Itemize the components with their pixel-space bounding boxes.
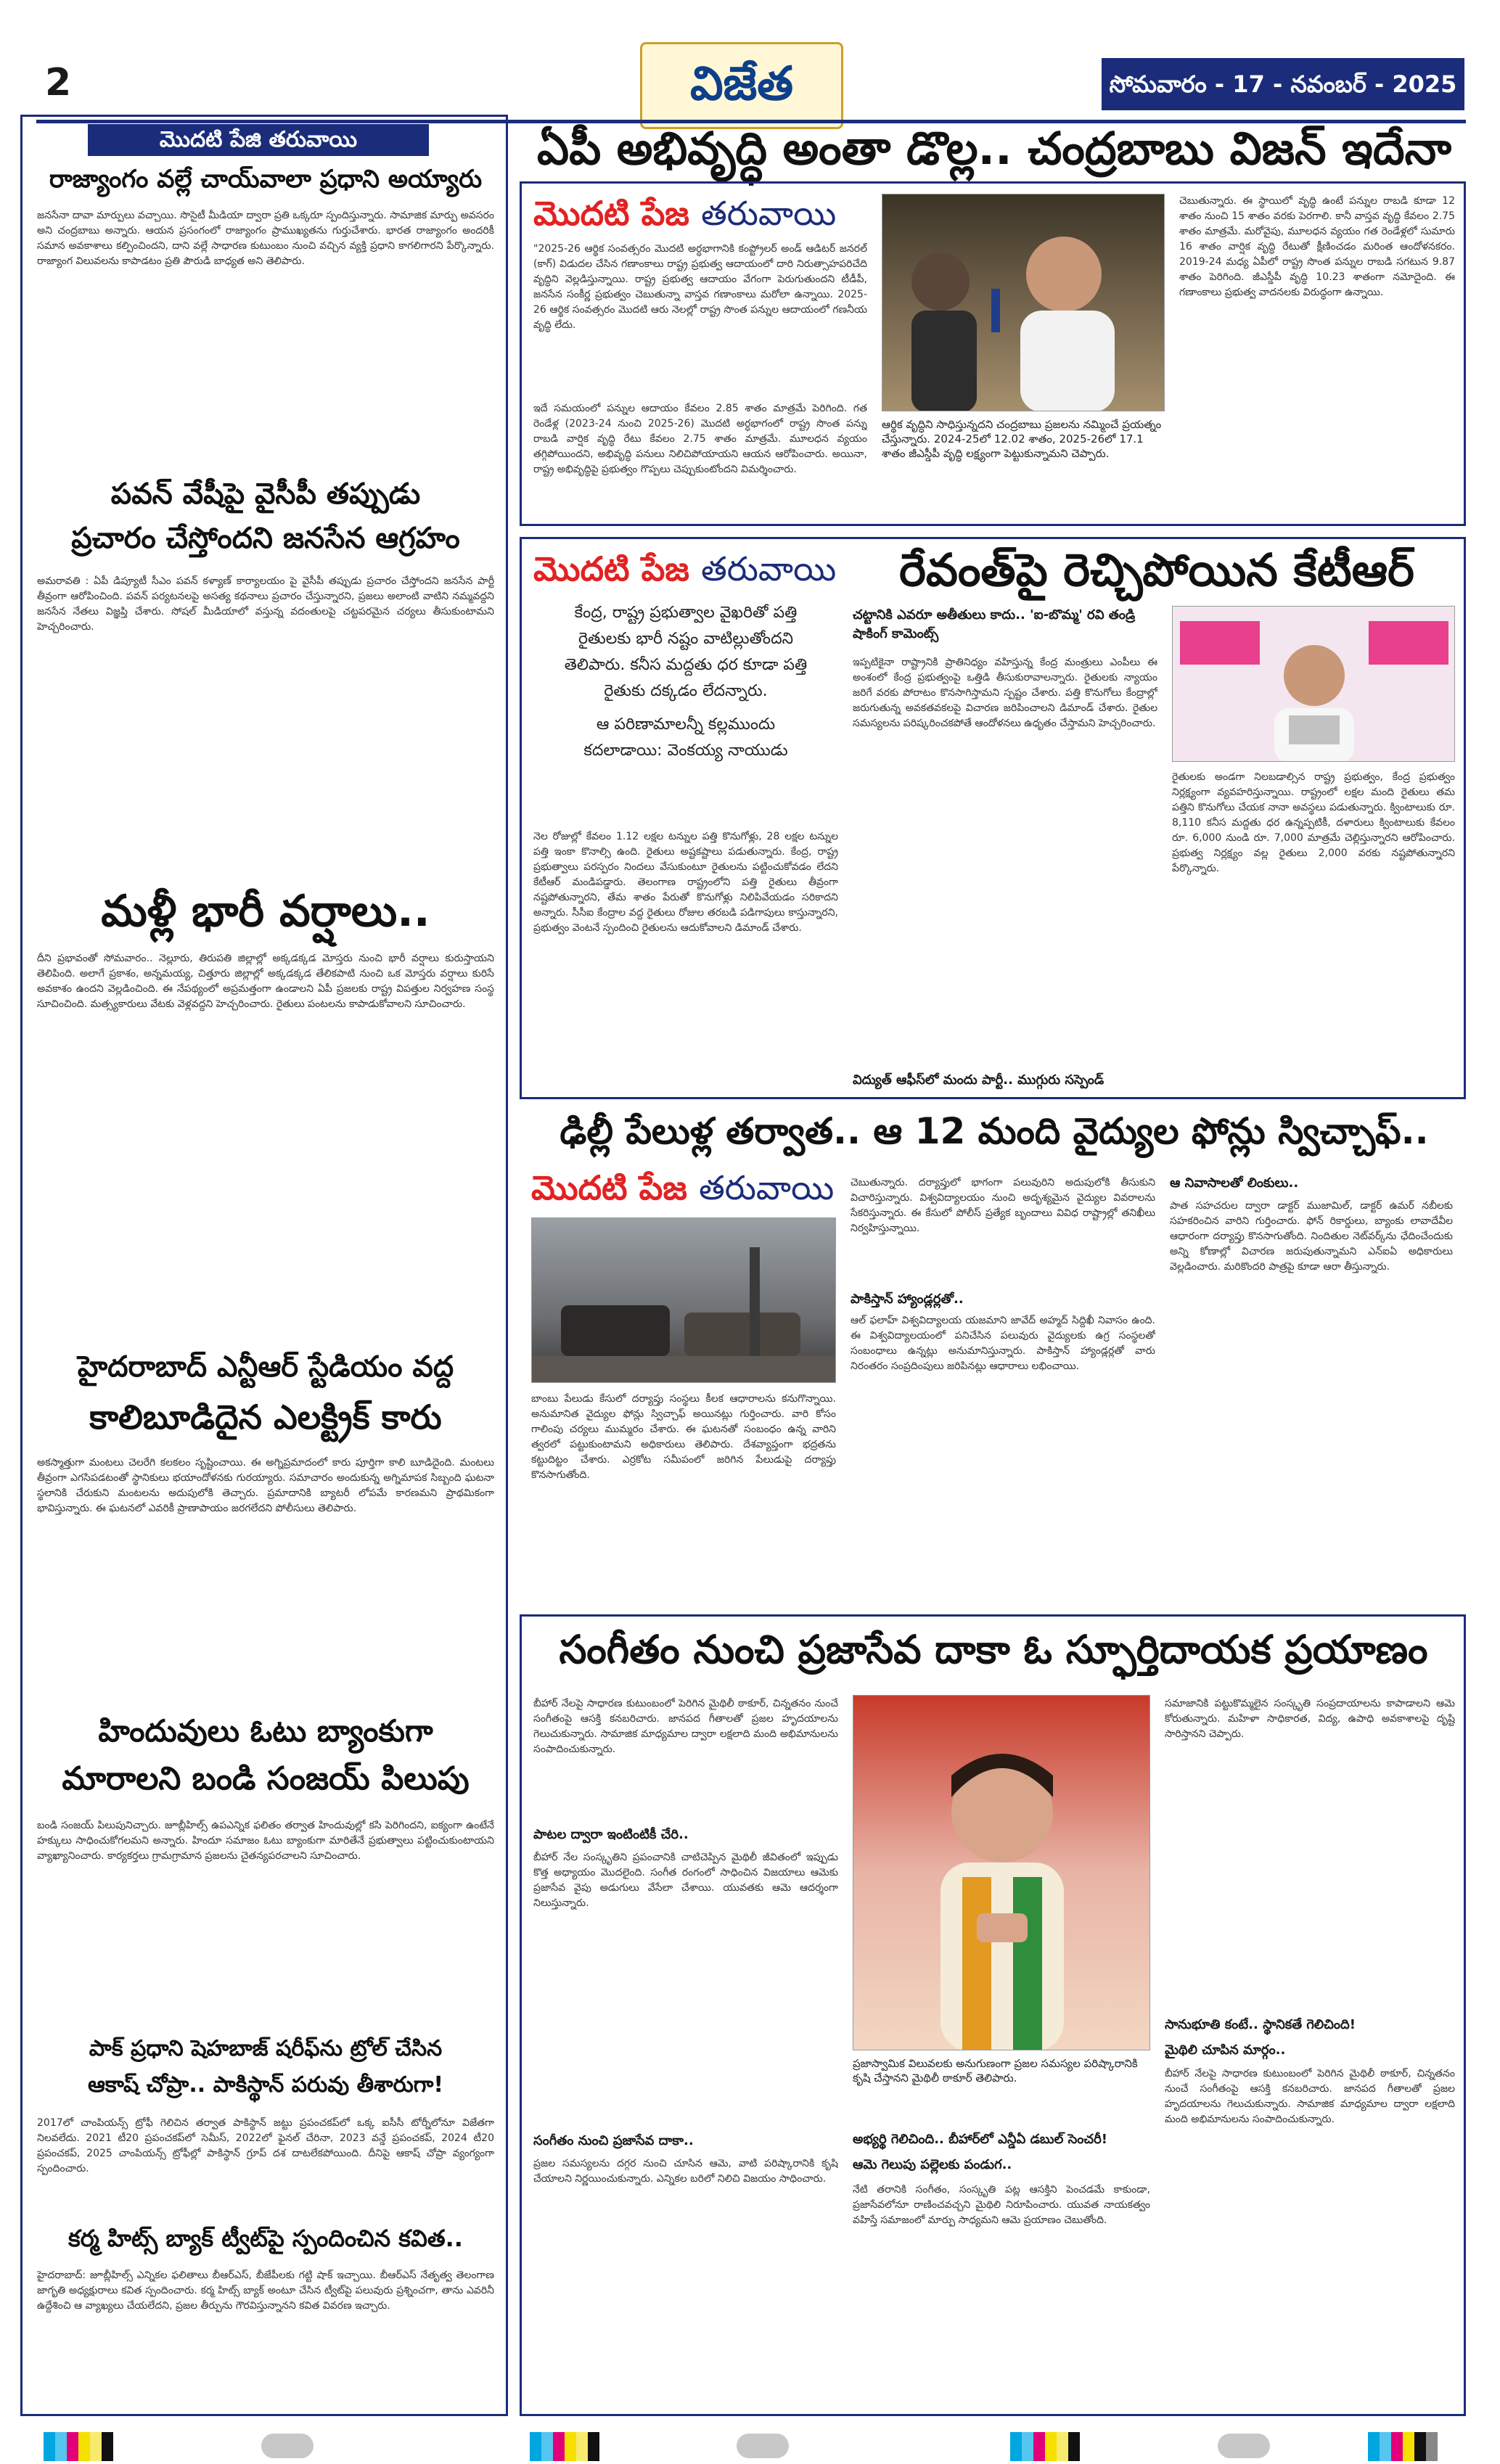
registration-strip-4 bbox=[1368, 2432, 1470, 2461]
ktr-story-frame bbox=[520, 537, 1466, 1099]
delhi-story bbox=[520, 1168, 1466, 1603]
ktr-photo bbox=[1172, 606, 1455, 762]
delhi-col-2b: ఆల్ ఫలాహ్ విశ్వవిద్యాలయ యజమాని జావేద్ అహ్మద్ సిద్దిఖీ నివాసం ఉంది. ఈ విశ్వవిద్యాలయంలో పనిచేసిన పలువురు వైద్యులకు ఉగ్ర సంస్థలతో సంబంధాలు ఉన్నట్లు అనుమానిస్తున్నారు. పాకిస్తాన్ హ్యాండ్లర్లతో వారు నిరంతరం సంప్రదింపులు జరిపినట్లు ఆధారాలు లభించాయి. bbox=[851, 1315, 1155, 1372]
music-col-3: సమాజానికి పట్టుకొమ్మలైన సంస్కృతి సంప్రదాయాలను కాపాడాలని ఆమె కోరుతున్నారు. మహిళా సాధికారత, విద్య, ఉపాధి అవకాశాలపై దృష్టి సారిస్తానని చెప్పారు. bbox=[1165, 1698, 1455, 1740]
music-col-1b: బీహార్ నేల సంస్కృతిని ప్రపంచానికి చాటిచెప్పిన మైథిలీ జీవితంలో ఇప్పుడు కొత్త అధ్యాయం మొదలైంది. సంగీత రంగంలో సాధించిన విజయాలు ఆమెకు ప్రజాసేవ వైపు అడుగులు వేసేలా చేశాయి. యువతకు ఆమె ఆదర్శంగా నిలుస్తున్నారు. bbox=[533, 1852, 838, 1909]
story4-headline-1: హైదరాబాద్ ఎన్టీఆర్ స్టేడియం వద్ద bbox=[77, 1350, 454, 1384]
masthead-logo: విజేత bbox=[640, 42, 843, 129]
story1-headline: రాజ్యాంగం వల్లే చాయ్‌వాలా ప్రధాని అయ్యారు bbox=[49, 165, 483, 194]
registration-pill-1 bbox=[261, 2434, 313, 2458]
delhi-subhead-1: పాకిస్తాన్ హ్యాండ్లర్లతో.. bbox=[851, 1291, 964, 1307]
story2-body: అమరావతి : ఏపీ డిప్యూటీ సీఎం పవన్ కళ్యాణ్ కార్యాలయం పై వైసీపీ తప్పుడు ప్రచారం చేస్తోందని జనసేన పార్టీ తీవ్రంగా ఆరోపించింది. పవన్ పర్యటనలపై అసత్య కథనాలు ప్రచారం చేస్తున్నారని, ప్రజలు అలాంటి వాటిని నమ్మవద్దని జనసేన నేతలు విజ్ఞప్తి చేశారు. సోషల్ మీడియాలో వస్తున్న వదంతులపై చట్టపరమైన చర్యలు తీసుకుంటామని హెచ్చరించారు. bbox=[37, 575, 494, 633]
music-col-1c: ప్రజల సమస్యలను దగ్గర నుంచి చూసిన ఆమె, వాటి పరిష్కారానికి కృషి చేయాలని నిర్ణయించుకున్నారు. ఎన్నికల బరిలో నిలిచి విజయం సాధించారు. bbox=[533, 2158, 838, 2185]
ktr-kicker-blue: తరువాయి bbox=[700, 549, 837, 588]
ktr-pull-line-6: కదలాడాయి: వెంకయ్య నాయుడు bbox=[583, 742, 788, 760]
left-column-frame bbox=[20, 115, 508, 2416]
story2-headline-1: పవన్ వేషీపై వైసీపీ తప్పుడు bbox=[110, 477, 421, 511]
top-photo bbox=[882, 194, 1165, 411]
registration-strip-3 bbox=[1010, 2432, 1112, 2461]
top-col-2: ఇదే సమయంలో పన్నుల ఆదాయం కేవలం 2.85 శాతం మాత్రమే పెరిగింది. గత రెండేళ్ల (2023-24 నుంచి 2025-26) మొదటి అర్ధభాగంలో రాష్ట్ర సొంత పన్ను రాబడి వార్షిక వృద్ధి రేటు కేవలం 2.75 శాతం మాత్రమే. మూలధన వ్యయం తగ్గిపోయిందని, అభివృద్ధి పనులు నిలిచిపోయాయని ఆయన ఆరోపించారు. అయినా, రాష్ట్ర అభివృద్ధిపై ప్రభుత్వం గొప్పలు చెప్పుకుంటోందని విమర్శించారు. bbox=[533, 403, 867, 475]
music-subhead-5: సానుభూతి కంటే.. స్థానికతే గెలిచింది! bbox=[1165, 2017, 1356, 2032]
delhi-col-2: చెబుతున్నారు. దర్యాప్తులో భాగంగా పలువురిని అదుపులోకి తీసుకుని విచారిస్తున్నారు. విశ్వవిద్యాలయం నుంచి అదృశ్యమైన వైద్యుల వివరాలను సేకరిస్తున్నారు. ఈ కేసులో పోలీస్ ప్రత్యేక బృందాలు వివిధ రాష్ట్రాల్లో తనిఖీలు నిర్వహిస్తున్నాయి. bbox=[851, 1177, 1155, 1234]
story6-headline-1: పాక్ ప్రధాని షెహబాజ్ షరీఫ్‌ను ట్రోల్ చేసిన bbox=[89, 2036, 443, 2061]
page-number: 2 bbox=[45, 61, 72, 104]
music-col-1: బీహార్ నేలపై సాధారణ కుటుంబంలో పెరిగిన మైథిలీ ఠాకూర్, చిన్నతనం నుంచే సంగీతంపై ఆసక్తి కనబరిచారు. జానపద గీతాలతో ప్రజల హృదయాలను గెలుచుకున్నారు. సామాజిక మాధ్యమాల ద్వారా లక్షలాది మంది అభిమానులను సంపాదించుకున్నారు. bbox=[533, 1698, 838, 1755]
top-headline: ఏపీ అభివృద్ధి అంతా డొల్ల.. చంద్రబాబు విజన్ ఇదేనా bbox=[536, 122, 1451, 175]
music-story-frame bbox=[520, 1614, 1466, 2416]
ktr-subhead-2: విద్యుత్ ఆఫీస్‌లో మందు పార్టీ.. ముగ్గురు సస్పెండ్ bbox=[853, 1072, 1104, 1088]
speaker-photo-placeholder bbox=[882, 194, 1165, 411]
delhi-subhead-2: ఆ నివాసాలతో లింకులు.. bbox=[1170, 1175, 1299, 1191]
registration-strip-2 bbox=[530, 2432, 631, 2461]
ktr-pull-line-5: ఆ పరిణామాలన్నీ కల్లముందు bbox=[596, 715, 776, 734]
music-subhead-1: పాటల ద్వారా ఇంటింటికీ చేరి.. bbox=[533, 1827, 689, 1842]
music-headline: సంగీతం నుంచి ప్రజాసేవ దాకా ఓ స్ఫూర్తిదాయక ప్రయాణం bbox=[559, 1627, 1428, 1672]
registration-pill-2 bbox=[737, 2434, 789, 2458]
story2-headline-2: ప్రచారం చేస్తోందని జనసేన ఆగ్రహం bbox=[71, 522, 460, 555]
story7-body: హైదరాబాద్: జూబ్లీహిల్స్ ఎన్నికల ఫలితాలు బీఆర్ఎస్, బీజేపీలకు గట్టి షాక్ ఇచ్చాయి. బీఆర్ఎస్ నేతృత్వ తెలంగాణ జాగృతి అధ్యక్షురాలు కవిత స్పందించారు. కర్మ హిట్స్ బ్యాక్ అంటూ చేసిన ట్వీట్‌పై పలువురు ప్రశ్నించగా, తాను ఎవరినీ ఉద్దేశించి ఆ వ్యాఖ్యలు చేయలేదని, ప్రజల తీర్పును గౌరవిస్తున్నానని కవిత వివరణ ఇచ్చారు. bbox=[37, 2270, 494, 2312]
ktr-pull-line-4: రైతుకు దక్కడం లేదన్నారు. bbox=[604, 682, 768, 700]
delhi-photo bbox=[531, 1217, 836, 1383]
top-col-3: చెబుతున్నారు. ఈ స్థాయిలో వృద్ధి ఉంటే పన్నుల రాబడి కూడా 12 శాతం నుంచి 15 శాతం వరకు పెరగాలి. కానీ వాస్తవ వృద్ధి కేవలం 2.75 శాతం మాత్రమే. మరోవైపు, మూలధన వ్యయం గత రెండేళ్లలో సుమారు 16 శాతం వార్షిక వృద్ధి రేటుతో క్షీణించడం మరింత ఆందోళనకరం. 2019-24 మధ్య ఏపీలో రాష్ట్ర సొంత పన్నుల రాబడి సగటున 9.87 శాతం పెరిగింది. జీఎస్డీపీ వృద్ధి 10.23 శాతంగా నమోదైంది. ఈ గణాంకాలు ప్రభుత్వ వాదనలకు విరుద్ధంగా ఉన్నాయి. bbox=[1179, 195, 1455, 298]
ktr-kicker bbox=[533, 549, 853, 597]
music-col-3b: బీహార్ నేలపై సాధారణ కుటుంబంలో పెరిగిన మైథిలీ ఠాకూర్, చిన్నతనం నుంచే సంగీతంపై ఆసక్తి కనబరిచారు. జానపద గీతాలతో ప్రజల హృదయాలను గెలుచుకున్నారు. సామాజిక మాధ్యమాల ద్వారా లక్షలాది మంది అభిమానులను సంపాదించుకున్నారు. bbox=[1165, 2068, 1455, 2125]
top-story-frame bbox=[520, 181, 1466, 526]
top-kicker bbox=[533, 194, 874, 242]
music-subhead-3: అభ్యర్థి గెలిచింది.. బీహార్‌లో ఎన్డీఏ డబుల్ సెంచరీ! bbox=[853, 2132, 1107, 2147]
ktr-col-b: ఇప్పటికైనా రాష్ట్రానికి ప్రాతినిధ్యం వహిస్తున్న కేంద్ర మంత్రులు ఎంపీలు ఈ అంశంలో కేంద్ర ప్రభుత్వంపై ఒత్తిడి తీసుకురావాలన్నారు. రైతులకు న్యాయం జరిగే వరకు పోరాటం కొనసాగిస్తామని స్పష్టం చేశారు. పత్తి కొనుగోలు కేంద్రాల్లో జరుగుతున్న అవకతవకలపై విచారణ జరిపించాలని డిమాండ్ చేశారు. రైతుల సమస్యలను పరిష్కరించకపోతే ఆందోళనలు ఉధృతం చేస్తామని హెచ్చరించారు. bbox=[853, 657, 1157, 729]
story5-headline-1: హిందువులు ఓటు బ్యాంకుగా bbox=[98, 1713, 433, 1749]
date-banner: సోమవారం - 17 - నవంబర్ - 2025 bbox=[1102, 58, 1464, 110]
story4-body: అకస్మాత్తుగా మంటలు చెలరేగి కలకలం సృష్టించాయి. ఈ అగ్నిప్రమాదంలో కారు పూర్తిగా కాలి బూడిదైంది. మంటలు తీవ్రంగా ఎగసిపడటంతో స్థానికులు భయాందోళనకు గురయ్యారు. సమాచారం అందుకున్న అగ్నిమాపక సిబ్బంది ఘటనా స్థలానికి చేరుకుని మంటలను అదుపులోకి తెచ్చారు. ప్రమాదానికి బ్యాటరీ లోపమే కారణమని ప్రాథమికంగా భావిస్తున్నారు. ఈ ఘటనలో ఎవరికీ ప్రాణాపాయం జరగలేదని పోలీసులు తెలిపారు. bbox=[37, 1457, 494, 1514]
story5-body: బండి సంజయ్ పిలుపునిచ్చారు. జూబ్లీహిల్స్ ఉపఎన్నిక ఫలితం తర్వాత హిందువుల్లో కసి పెరిగిందని, ఐక్యంగా ఉంటేనే హక్కులు సాధించుకోగలమని అన్నారు. హిందూ సమాజం ఓటు బ్యాంకుగా మారితేనే ప్రభుత్వాలు పట్టించుకుంటాయని వ్యాఖ్యానించారు. కార్యకర్తలు గ్రామగ్రామాన ప్రజలను చైతన్యపరచాలని సూచించారు. bbox=[37, 1820, 494, 1862]
ktr-col-c: రైతులకు అండగా నిలబడాల్సిన రాష్ట్ర ప్రభుత్వం, కేంద్ర ప్రభుత్వం నిర్లక్ష్యంగా వ్యవహరిస్తున్నాయి. రాష్ట్రంలో లక్షల మంది రైతులు తమ పత్తిని కొనుగోలు చేయక నానా అవస్థలు పడుతున్నారు. క్వింటాలుకు రూ. 8,110 కనీస మద్దతు ధర ఉన్నప్పటికీ, దళారులు క్వింటాలుకు కేవలం రూ. 6,000 నుండి రూ. 7,000 మాత్రమే చెల్లిస్తున్నారని ఆరోపించారు. ప్రభుత్వ నిర్లక్ష్యం వల్ల రైతులు 2,000 వరకు నష్టపోతున్నారని పేర్కొన్నారు. bbox=[1172, 771, 1455, 874]
singer-photo-placeholder bbox=[853, 1696, 1150, 2050]
story6-body: 2017లో చాంపియన్స్ ట్రోఫీ గెలిచిన తర్వాత పాకిస్థాన్ జట్టు ప్రపంచకప్‌లో ఒక్క ఐసీసీ టోర్నీలోనూ విజేతగా నిలవలేదు. 2021 టీ20 ప్రపంచకప్‌లో సెమీస్, 2022లో ఫైనల్ చేరినా, 2023 వన్డే ప్రపంచకప్, 2024 టీ20 ప్రపంచకప్, 2025 చాంపియన్స్ ట్రోఫీల్లో పాకిస్థాన్ గ్రూప్ దశ దాటలేకపోయింది. దీనిపై ఆకాష్ చోప్రా వ్యంగ్యంగా స్పందించారు. bbox=[37, 2117, 494, 2175]
music-col-2: నేటి తరానికి సంగీతం, సంస్కృతి పట్ల ఆసక్తిని పెంచడమే కాకుండా, ప్రజాసేవలోనూ రాణించవచ్చని మైథిలి నిరూపించారు. యువత నాయకత్వం వహిస్తే సమాజంలో మార్పు సాధ్యమని ఆమె ప్రయాణం చెబుతోంది. bbox=[853, 2184, 1150, 2226]
left-kicker: మొదటి పేజి తరువాయి bbox=[88, 124, 429, 156]
ktr-pull-line-1: కేంద్ర, రాష్ట్ర ప్రభుత్వాల వైఖరితో పత్తి bbox=[574, 604, 798, 622]
top-col-1: "2025-26 ఆర్థిక సంవత్సరం మొదటి అర్ధభాగానికి కంప్ట్రోలర్ అండ్ ఆడిటర్ జనరల్ (కాగ్) విడుదల చేసిన గణాంకాలు రాష్ట్ర ప్రభుత్వ ఆదాయంలో దారి నిరుత్సాహపరిచేది వృద్ధిని వెల్లడిస్తున్నాయి. రాష్ట్ర ప్రభుత్వ ఆదాయం వేగంగా పెరుగుతుందని టీడీపీ, జనసేన సంకీర్ణ ప్రభుత్వం చెబుతున్నా వాస్తవ గణాంకాలు మరోలా ఉన్నాయి. 2025-26 ఆర్థిక సంవత్సరం మొదటి ఆరు నెలల్లో రాష్ట్ర సొంత పన్నుల ఆదాయంలో గణనీయ వృద్ధి లేదు. bbox=[533, 243, 867, 331]
top-kicker-blue: తరువాయి bbox=[700, 194, 837, 233]
ktr-kicker-red: మొదటి పేజ bbox=[533, 549, 689, 588]
story6-headline-2: ఆకాష్ చోప్రా.. పాకిస్థాన్ పరువు తీశారుగా! bbox=[87, 2072, 444, 2098]
registration-strip-1 bbox=[44, 2432, 145, 2461]
ktr-pull-quote bbox=[533, 600, 838, 764]
delhi-col-1: బాంబు పేలుడు కేసులో దర్యాప్తు సంస్థలు కీలక ఆధారాలను కనుగొన్నాయి. అనుమానిత వైద్యుల ఫోన్లు స్విచ్చాఫ్ అయినట్లు గుర్తించారు. వారి కోసం గాలింపు చర్యలు ముమ్మరం చేశారు. ఈ ఘటనతో సంబంధం ఉన్న వారిని త్వరలో పట్టుకుంటామని అధికారులు తెలిపారు. దేశవ్యాప్తంగా భద్రతను కట్టుదిట్టం చేశారు. ఎర్రకోట సమీపంలో జరిగిన పేలుడుపై దర్యాప్తు కొనసాగుతోంది. bbox=[531, 1393, 836, 1481]
story3-body: దీని ప్రభావంతో సోమవారం.. నెల్లూరు, తిరుపతి జిల్లాల్లో అక్కడక్కడ మోస్తరు నుంచి భారీ వర్షాలు కురుస్తాయని తెలిపింది. అలాగే ప్రకాశం, అన్నమయ్య, చిత్తూరు జిల్లాల్లో అక్కడక్కడ తేలికపాటి నుంచి ఒక మోస్తరు వర్షాలు కురిసే అవకాశం ఉందని వెల్లడించింది. ఈ నేపథ్యంలో అప్రమత్తంగా ఉండాలని ఏపీ ప్రజలకు రాష్ట్ర విపత్తుల నిర్వహణ సంస్థ సూచించింది. మత్స్యకారులు వేటకు వెళ్లవద్దని హెచ్చరించారు. రైతులు పంటలను కాపాడుకోవాలని సూచించారు. bbox=[37, 953, 494, 1010]
ktr-subhead-1: చట్టానికి ఎవరూ అతీతులు కాదు.. 'ఐ-బొమ్మ' రవి తండ్రి షాకింగ్ కామెంట్స్ bbox=[853, 607, 1136, 641]
music-photo bbox=[853, 1695, 1150, 2050]
ktr-headline: రేవంత్‌పై రెచ్చిపోయిన కేటీఆర్ bbox=[899, 543, 1414, 596]
music-subhead-2: సంగీతం నుంచి ప్రజాసేవ దాకా.. bbox=[533, 2133, 694, 2148]
delhi-kicker bbox=[531, 1168, 836, 1216]
story7-headline: కర్మ హిట్స్ బ్యాక్ ట్వీట్‌పై స్పందించిన కవిత.. bbox=[68, 2225, 463, 2252]
delhi-kicker-red: మొదటి పేజ bbox=[531, 1168, 687, 1207]
top-kicker-red: మొదటి పేజ bbox=[533, 194, 689, 233]
delhi-col-3: పాత సహచరుల ద్వారా డాక్టర్ ముజామిల్, డాక్టర్ ఉమర్ నబీలకు సహకరించిన వారిని గుర్తించారు. ఫోన్ రికార్డులు, బ్యాంకు లావాదేవీల ఆధారంగా దర్యాప్తు కొనసాగుతోంది. నిందితుల నెట్‌వర్క్‌ను ఛేదించేందుకు అన్ని కోణాల్లో విచారణ జరుపుతున్నామని ఎన్ఐఏ అధికారులు వెల్లడించారు. మరికొందరి పాత్రపై కూడా ఆరా తీస్తున్నారు. bbox=[1170, 1200, 1453, 1273]
music-subhead-6: మైథిలి చూపిన మార్గం.. bbox=[1165, 2042, 1286, 2058]
delhi-headline: ఢిల్లీ పేలుళ్ల తర్వాత.. ఆ 12 మంది వైద్యుల ఫోన్లు స్విచ్చాఫ్.. bbox=[560, 1110, 1429, 1152]
registration-pill-3 bbox=[1218, 2434, 1270, 2458]
ktr-col-a: నెల రోజుల్లో కేవలం 1.12 లక్షల టన్నుల పత్తి కొనుగోళ్లు, 28 లక్షల టన్నుల పత్తి ఇంకా కొనాల్సి ఉంది. రైతులు అష్టకష్టాలు పడుతున్నారు. కేంద్ర, రాష్ట్ర ప్రభుత్వాలు పరస్పరం నిందలు వేసుకుంటూ రైతులను పట్టించుకోవడం లేదని కేటీఆర్ మండిపడ్డారు. తెలంగాణ రాష్ట్రంలోని పత్తి రైతులు తీవ్రంగా నష్టపోతున్నారని, తేమ శాతం పేరుతో కొనుగోళ్లు నిలిపివేయడం సరికాదని అన్నారు. సీసీఐ కేంద్రాల వద్ద రైతులు రోజుల తరబడి పడిగాపులు కాస్తున్నారని, ప్రభుత్వం వెంటనే స్పందించి రైతులను ఆదుకోవాలని డిమాండ్ చేశారు. bbox=[533, 831, 838, 934]
story1-body: జనసేనా దావా మార్పులు వచ్చాయి. సొసైటీ మీడియా ద్వారా ప్రతి ఒక్కరూ స్పందిస్తున్నారు. సామాజిక మార్పు అవసరం అని చంద్రబాబు అన్నారు. ఆయన ప్రసంగంలో రాజ్యాంగం ప్రాముఖ్యతను గుర్తుచేశారు. భారత రాజ్యాంగం అందరికీ సమాన అవకాశాలు కల్పించిందని, దాని వల్లే సాధారణ కుటుంబం నుంచి వచ్చిన వ్యక్తి ప్రధాని కాగలిగారని పేర్కొన్నారు. రాజ్యాంగ విలువలను కాపాడటం ప్రతి పౌరుడి బాధ్యత అని తెలిపారు. bbox=[37, 210, 494, 267]
music-subhead-4: ఆమె గెలుపు పల్లెలకు పండుగ.. bbox=[853, 2157, 1012, 2172]
story3-headline: మళ్లీ భారీ వర్షాలు.. bbox=[101, 886, 430, 937]
story4-headline-2: కాలిబూడిదైన ఎలక్ట్రిక్ కారు bbox=[89, 1397, 442, 1437]
story5-headline-2: మారాలని బండి సంజయ్ పిలుపు bbox=[62, 1760, 470, 1797]
ktr-pull-line-3: తెలిపారు. కనీస మద్దతు ధర కూడా పత్తి bbox=[564, 656, 808, 674]
blast-scene-placeholder bbox=[532, 1218, 836, 1383]
delhi-kicker-blue: తరువాయి bbox=[698, 1168, 835, 1207]
top-caption: ఆర్థిక వృద్ధిని సాధిస్తున్నదని చంద్రబాబు ప్రజలను నమ్మించే ప్రయత్నం చేస్తున్నారు. 2024-25లో 12.02 శాతం, 2025-26లో 17.1 శాతం జీఎస్డీపీ వృద్ధి లక్ష్యంగా పెట్టుకున్నామని చెప్పారు. bbox=[882, 418, 1162, 460]
music-caption: ప్రజాస్వామిక విలువలకు అనుగుణంగా ప్రజల సమస్యల పరిష్కారానికి కృషి చేస్తానని మైథిలీ ఠాకూర్ తెలిపారు. bbox=[853, 2057, 1138, 2085]
ktr-pull-line-2: రైతులకు భారీ నష్టం వాటిల్లుతోందని bbox=[578, 630, 794, 648]
ktr-photo-placeholder bbox=[1173, 607, 1455, 762]
